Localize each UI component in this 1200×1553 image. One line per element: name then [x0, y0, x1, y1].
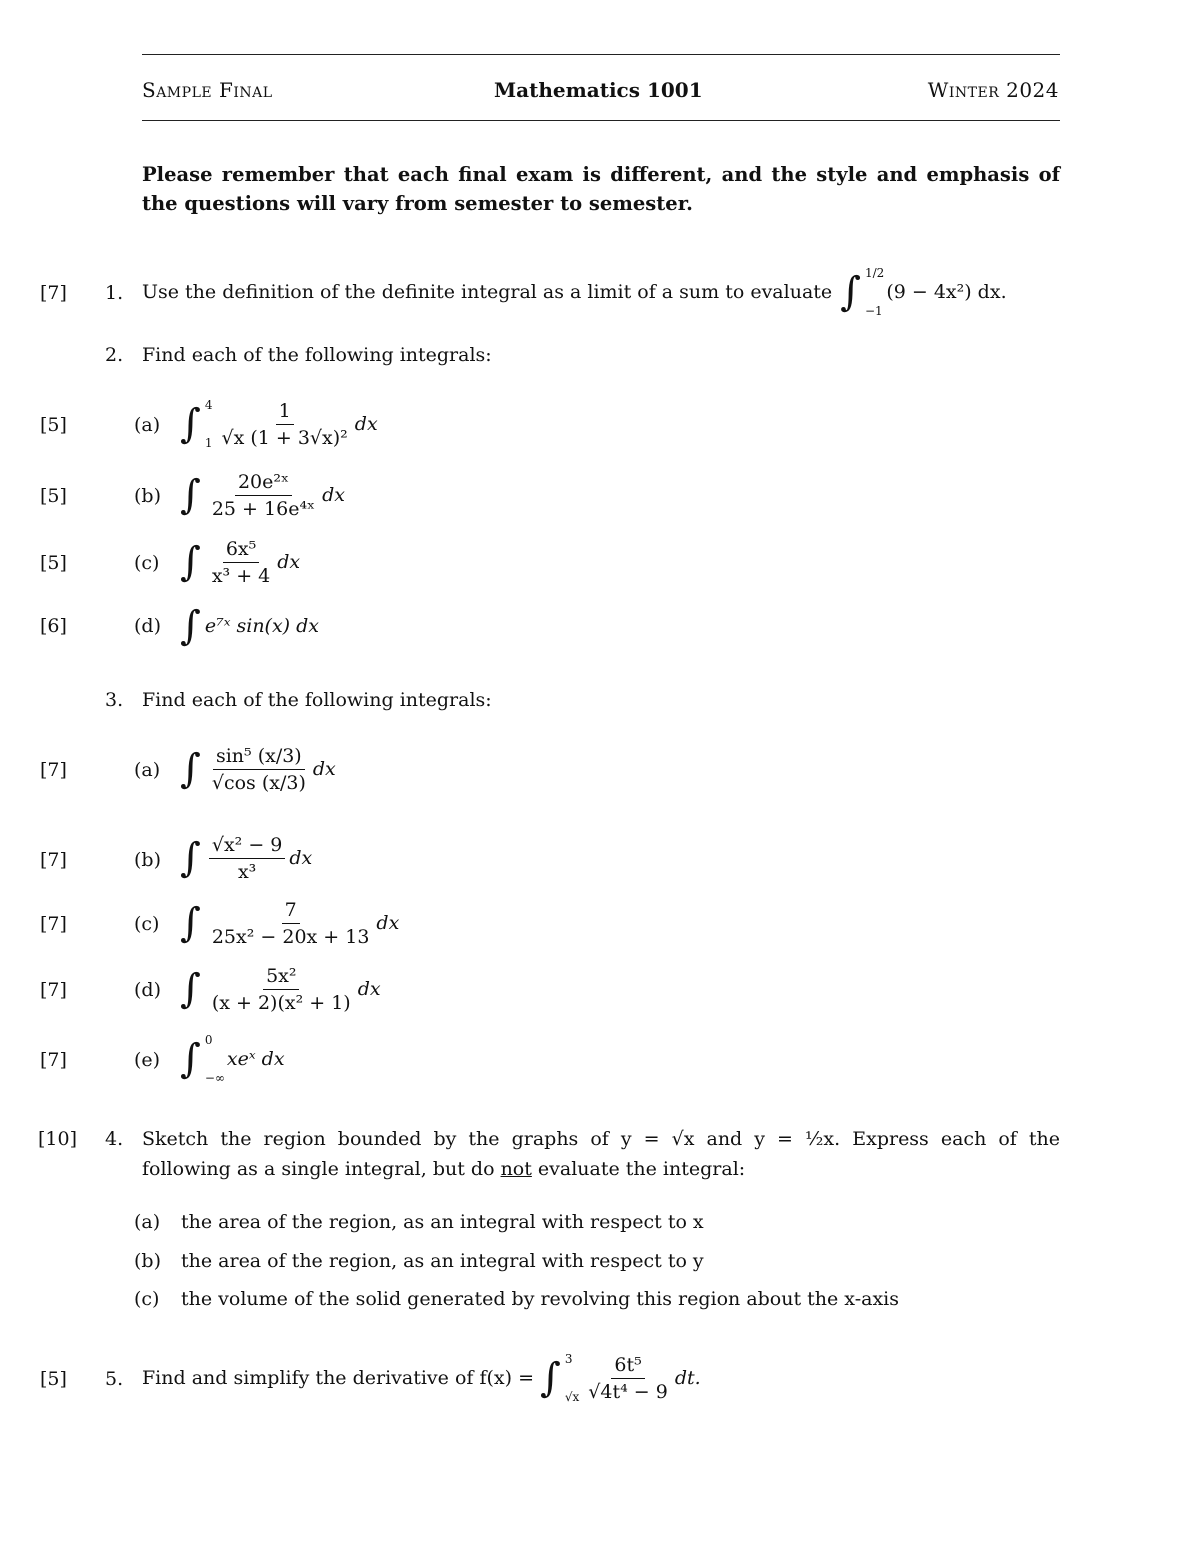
q1-number: 1.: [105, 282, 124, 304]
q2a-label: (a): [134, 414, 161, 436]
q3e-integrand: xeˣ dx: [226, 1048, 285, 1070]
q2c-marks: [5]: [40, 552, 67, 574]
q2c-expr: [180, 533, 300, 591]
q3a-label: (a): [134, 759, 161, 781]
q3a-den: √cos (x/3): [211, 771, 306, 794]
q4-line2-not: not: [500, 1158, 532, 1180]
integral-sign: ∫: [180, 472, 201, 518]
q4a-label: (a): [134, 1211, 161, 1233]
q3b-expr: [180, 828, 312, 888]
q5-row: [142, 1346, 701, 1410]
q5-lower: √x: [564, 1390, 580, 1404]
q2a-lower: 1: [204, 436, 213, 450]
q2b-marks: [5]: [40, 485, 67, 507]
integral-sign: ∫: [180, 966, 201, 1012]
q3b-num: √x² − 9: [209, 834, 286, 859]
q4-marks: [10]: [38, 1128, 78, 1150]
q3d-tail: dx: [357, 978, 381, 1000]
q2c-tail: dx: [277, 551, 301, 573]
integral-sign: ∫: [180, 900, 201, 946]
q2b-fraction: [209, 471, 318, 520]
q3d-fraction: [209, 965, 354, 1014]
q5-marks: [5]: [40, 1368, 67, 1390]
q3a-expr: [180, 734, 336, 804]
q3b-den: x³: [237, 860, 257, 883]
q2c-label: (c): [134, 552, 160, 574]
q2-number: 2.: [105, 344, 124, 366]
exam-notice: Please remember that each final exam is different, and the style and emphasis of the questions will vary from semester to semester.: [142, 163, 1060, 215]
q5-fraction: [585, 1354, 671, 1403]
q3c-num: 7: [282, 899, 300, 924]
q2a-upper: 4: [204, 398, 213, 412]
q3a-num: sin⁵ (x/3): [213, 745, 305, 770]
q2a-num: 1: [276, 400, 294, 425]
integral-sign: ∫: [180, 401, 201, 447]
integral-sign: ∫: [840, 269, 861, 315]
q4c-label: (c): [134, 1288, 160, 1310]
q2b-num: 20e²ˣ: [235, 471, 292, 496]
q2c-num: 6x⁵: [223, 538, 259, 563]
q2d-expr: [180, 600, 319, 652]
q4-line2: [142, 1158, 745, 1180]
q5-upper: 3: [564, 1352, 573, 1366]
q1-marks: [7]: [40, 282, 67, 304]
q4-line1: Sketch the region bounded by the graphs of y = √x and y = ½x. Express each of the: [142, 1128, 1060, 1150]
q3c-label: (c): [134, 913, 160, 935]
q2b-expr: [180, 466, 345, 524]
q2a-expr: [180, 392, 378, 456]
q1-limits: [865, 266, 884, 318]
q5-limits: [565, 1352, 579, 1404]
q1-row: [142, 262, 1007, 322]
q3d-den: (x + 2)(x² + 1): [211, 991, 351, 1014]
q3c-marks: [7]: [40, 913, 67, 935]
q2a-fraction: [218, 400, 350, 449]
q3e-lower: −∞: [204, 1071, 225, 1085]
q3c-den: 25x² − 20x + 13: [211, 925, 370, 948]
q3-number: 3.: [105, 689, 124, 711]
q3b-tail: dx: [289, 847, 313, 869]
q5-num: 6t⁵: [611, 1354, 644, 1379]
q4-number: 4.: [105, 1128, 124, 1150]
integral-sign: ∫: [180, 746, 201, 792]
q5-tail: dt.: [674, 1367, 701, 1389]
q2b-tail: dx: [322, 484, 346, 506]
q5-text: Find and simplify the derivative of f(x) =: [142, 1367, 534, 1389]
q3b-label: (b): [134, 849, 161, 871]
q3d-expr: [180, 960, 381, 1018]
q2a-marks: [5]: [40, 414, 67, 436]
q2c-den: x³ + 4: [211, 564, 271, 587]
q3b-marks: [7]: [40, 849, 67, 871]
header-right: Winter 2024: [927, 78, 1059, 102]
q1-upper: 1/2: [865, 266, 885, 280]
q2-text: Find each of the following integrals:: [142, 344, 492, 366]
integral-sign: ∫: [540, 1355, 561, 1401]
q3a-tail: dx: [312, 758, 336, 780]
q4a-text: the area of the region, as an integral with respect to x: [181, 1211, 704, 1233]
header-center: Mathematics 1001: [494, 78, 703, 102]
integral-sign: ∫: [180, 1036, 201, 1082]
q3-text: Find each of the following integrals:: [142, 689, 492, 711]
q1-lower: −1: [865, 304, 883, 318]
header-left: Sample Final: [142, 78, 273, 102]
q3a-marks: [7]: [40, 759, 67, 781]
q1-integrand: (9 − 4x²) dx.: [886, 281, 1007, 303]
q4c-text: the volume of the solid generated by revolving this region about the x-axis: [181, 1288, 899, 1310]
q1-text: Use the definition of the definite integral as a limit of a sum to evaluate: [142, 281, 833, 303]
q2d-label: (d): [134, 615, 161, 637]
q4-line2-b: evaluate the integral:: [531, 1158, 746, 1180]
integral-sign: ∫: [180, 835, 201, 881]
q2c-fraction: [209, 538, 273, 587]
q2b-label: (b): [134, 485, 161, 507]
q3b-fraction: [209, 834, 286, 883]
q2d-integrand: e⁷ˣ sin(x) dx: [204, 615, 320, 637]
integral-sign: ∫: [180, 603, 201, 649]
q4b-label: (b): [134, 1250, 161, 1272]
q4b-text: the area of the region, as an integral with respect to y: [181, 1250, 704, 1272]
q2a-tail: dx: [354, 413, 378, 435]
q5-den: √4t⁴ − 9: [588, 1380, 668, 1403]
q3c-expr: [180, 894, 399, 952]
q3e-label: (e): [134, 1049, 161, 1071]
header-bottom-rule: [142, 120, 1060, 121]
q3c-fraction: [209, 899, 373, 948]
q3c-tail: dx: [376, 912, 400, 934]
q3e-expr: [180, 1030, 285, 1088]
q2a-limits: [205, 398, 213, 450]
integral-sign: ∫: [180, 539, 201, 585]
q3a-fraction: [209, 745, 309, 794]
q3d-num: 5x²: [263, 965, 299, 990]
q2a-den: √x (1 + 3√x)²: [221, 426, 348, 449]
q3e-marks: [7]: [40, 1049, 67, 1071]
header-top-rule: [142, 54, 1060, 55]
q2b-den: 25 + 16e⁴ˣ: [211, 497, 316, 520]
q3e-limits: [205, 1033, 225, 1085]
q4-line2-a: following as a single integral, but do: [142, 1158, 501, 1180]
q5-number: 5.: [105, 1368, 124, 1390]
q3d-label: (d): [134, 979, 161, 1001]
q3d-marks: [7]: [40, 979, 67, 1001]
q3e-upper: 0: [204, 1033, 213, 1047]
q2d-marks: [6]: [40, 615, 67, 637]
